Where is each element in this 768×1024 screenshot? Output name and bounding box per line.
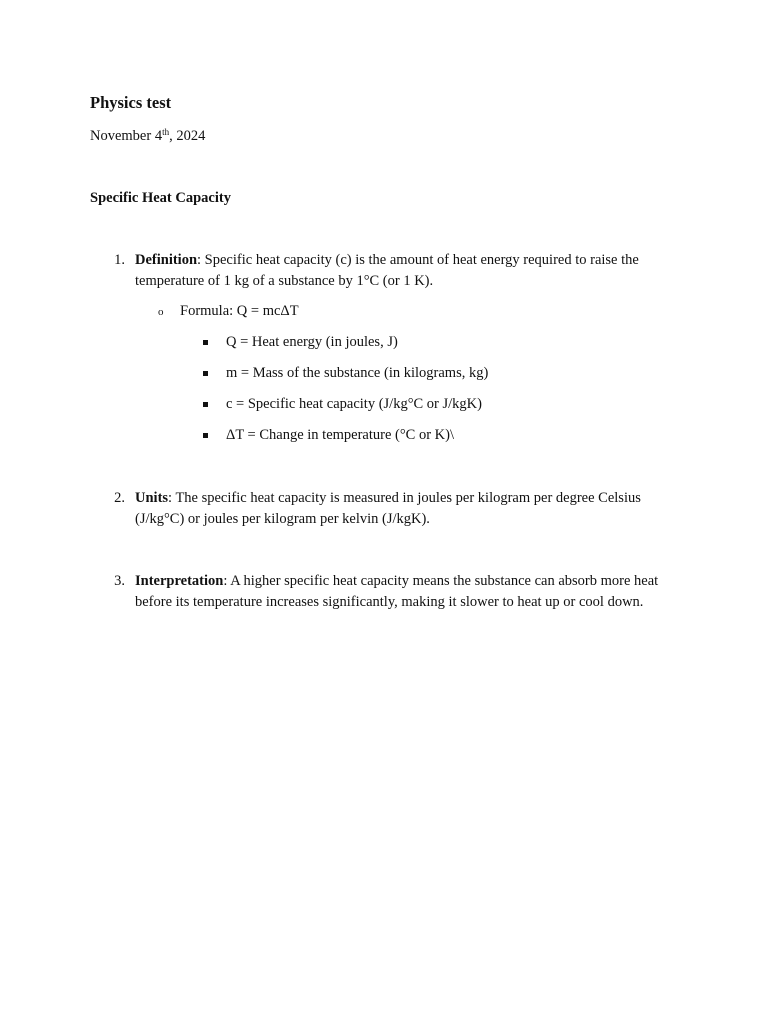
list-item-units	[135, 488, 665, 529]
square-bullet-icon	[203, 433, 208, 438]
date-year: , 2024	[169, 128, 206, 144]
square-bullet-icon	[203, 371, 208, 376]
formula-term-delta-t: ΔT = Change in temperature (°C or K)\	[226, 427, 454, 443]
units-text: : The specific heat capacity is measured in joules per kilogram per degree Celsius (J/kg°C) or joules per kilogram per kelvin (J/kgK).	[135, 490, 641, 527]
formula-term-c: c = Specific heat capacity (J/kg°C or J/kgK)	[226, 396, 482, 412]
hollow-bullet-icon: o	[158, 306, 164, 318]
date-month-day: November 4	[90, 128, 163, 144]
formula-term-q: Q = Heat energy (in joules, J)	[226, 334, 398, 350]
list-item-definition	[135, 250, 665, 291]
section-heading: Specific Heat Capacity	[90, 190, 231, 206]
date-ordinal-suffix: th	[162, 127, 170, 137]
definition-text: : Specific heat capacity (c) is the amount of heat energy required to raise the temperature of 1 kg of a substance by 1°C (or 1 K).	[135, 252, 639, 289]
formula-line: Formula: Q = mcΔT	[180, 303, 299, 319]
list-item-interpretation	[135, 571, 665, 612]
term-units: Units	[135, 490, 169, 506]
formula-term-m: m = Mass of the substance (in kilograms, kg)	[226, 365, 489, 381]
interpretation-text: : A higher specific heat capacity means the substance can absorb more heat before its temperature increases significantly, making it slower to heat up or cool down.	[135, 573, 659, 610]
list-number-2: 2.	[114, 490, 125, 506]
document-title: Physics test	[90, 93, 172, 112]
term-interpretation: Interpretation	[135, 573, 224, 589]
term-definition: Definition	[135, 252, 198, 268]
list-number-3: 3.	[114, 573, 125, 589]
document-date	[90, 128, 205, 145]
square-bullet-icon	[203, 340, 208, 345]
list-number-1: 1.	[114, 252, 125, 268]
square-bullet-icon	[203, 402, 208, 407]
